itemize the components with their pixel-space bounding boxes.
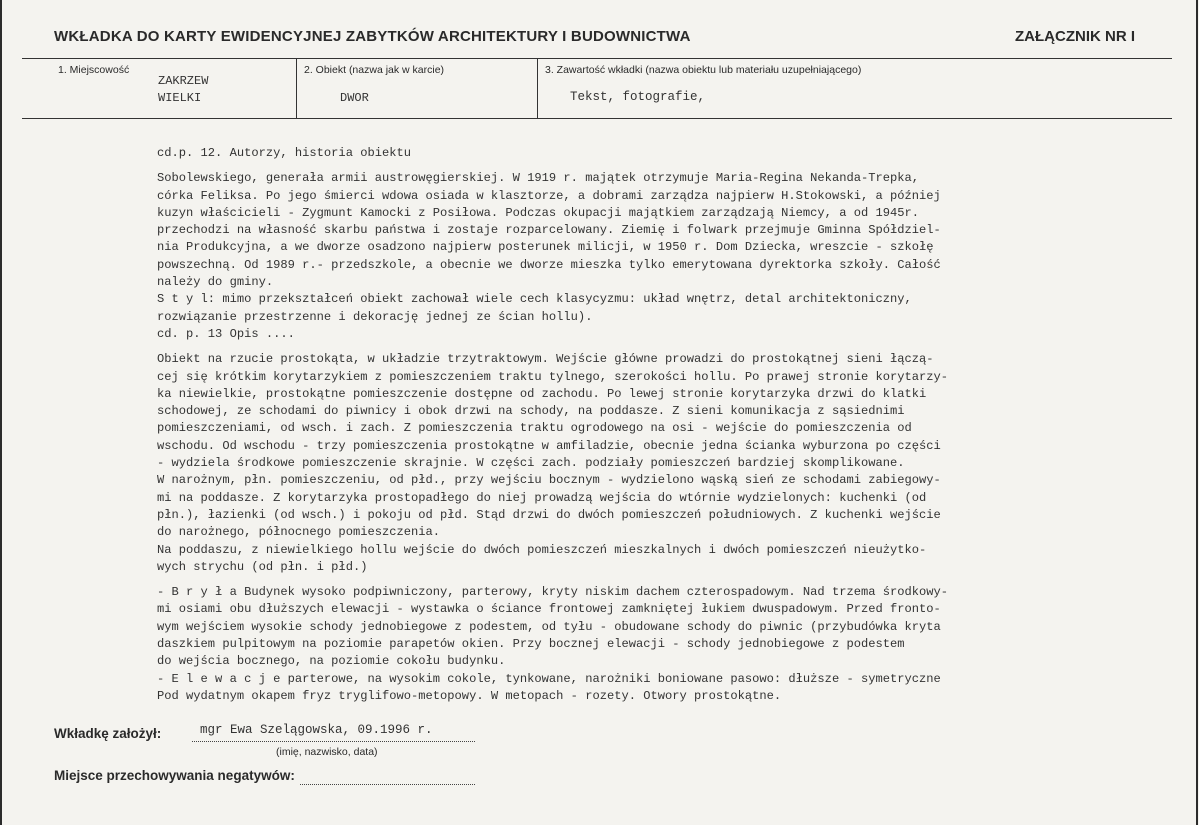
body-line: S t y l: mimo przekształceń obiekt zachował wiele cech klasycyzmu: układ wnętrz, detal architektoniczny, <box>157 292 912 307</box>
author-label: Wkładkę założył: <box>54 726 162 741</box>
body-line: Na poddaszu, z niewielkiego hollu wejście do dwóch pomieszczeń mieszkalnych i dwóch pomieszczeń nieużytko- <box>157 542 927 557</box>
body-line: daszkiem pulpitowym na poziomie parapetów okien. Przy bocznej elewacji - schody jednobiegowe z podestem <box>157 637 905 652</box>
author-hint: (imię, nazwisko, data) <box>276 746 378 758</box>
body-text <box>157 145 1057 705</box>
body-line: wschodu. Od wschodu - trzy pomieszczenia prostokątne w amfiladzie, obecnie jedna ścianka wyburzona po części <box>157 438 941 453</box>
body-line: Pod wydatnym okapem fryz tryglifowo-metopowy. W metopach - rozety. Otwory prostokątne. <box>157 688 782 703</box>
locality-value-line2: WIELKI <box>158 91 202 105</box>
body-line: należy do gminy. <box>157 275 274 290</box>
body-line: Obiekt na rzucie prostokąta, w układzie trzytraktowym. Wejście główne prowadzi do prostokątnej sieni łączą- <box>157 352 934 367</box>
body-line: córka Feliksa. Po jego śmierci wdowa osiada w klasztorze, a dobrami zarządza najpierw H.Stokowski, a później <box>157 188 941 203</box>
body-line: cej się krótkim korytarzykiem z pomieszczeniem traktu tylnego, szerokości hollu. Po prawej stronie korytarzy- <box>157 369 949 384</box>
annex-label: ZAŁĄCZNIK NR I <box>1015 28 1135 45</box>
field-divider-2 <box>537 58 538 118</box>
form-title: WKŁADKA DO KARTY EWIDENCYJNEJ ZABYTKÓW ARCHITEKTURY I BUDOWNICTWA <box>54 28 691 45</box>
body-line: - B r y ł a Budynek wysoko podpiwniczony, parterowy, kryty niskim dachem czterospadowym. Nad trzema środkowy- <box>157 585 949 600</box>
body-line: W narożnym, płn. pomieszczeniu, od płd., przy wejściu bocznym - wydzielono wąską sień ze schodami zabiegowy- <box>157 473 941 488</box>
object-value: DWOR <box>340 91 369 105</box>
body-gap <box>157 343 1057 351</box>
contents-value: Tekst, fotografie, <box>570 90 706 104</box>
body-line: pomieszczeniami, od wsch. i zach. Z pomieszczenia traktu ogrodowego na osi - wejście do pomieszczenia od <box>157 421 912 436</box>
right-edge <box>1196 0 1198 825</box>
body-gap <box>157 162 1057 170</box>
body-gap <box>157 576 1057 584</box>
body-line: cd. p. 13 Opis .... <box>157 326 295 341</box>
author-value: mgr Ewa Szelągowska, 09.1996 r. <box>200 723 433 737</box>
body-line: ka niewielkie, prostokątne pomieszczenie dostępne od zachodu. Po lewej stronie korytarzyka drzwi do klatki <box>157 386 927 401</box>
body-line: mi osiami obu dłuższych elewacji - wystawka o ściance frontowej zamkniętej łukiem dwuspadowym. Przed fronto- <box>157 602 941 617</box>
body-line: przechodzi na własność skarbu państwa i zostaje rozparcelowany. Ziemię i folwark przejmuje Gminna Spółdziel- <box>157 223 941 238</box>
header-bottom-rule <box>22 118 1172 119</box>
body-line: powszechną. Od 1989 r.- przedszkole, a obecnie we dworze mieszka tylko emerytowana dyrektorka szkoły. Całość <box>157 257 941 272</box>
body-line: do wejścia bocznego, na poziomie cokołu budynku. <box>157 654 506 669</box>
left-edge <box>0 0 2 825</box>
object-label: 2. Obiekt (nazwa jak w karcie) <box>304 64 445 76</box>
body-line: wym wejściem wysokie schody jednobiegowe z podestem, od tyłu - obudowane schody do piwnic (przybudówka kryta <box>157 619 941 634</box>
locality-value-line1: ZAKRZEW <box>158 74 209 88</box>
body-line: cd.p. 12. Autorzy, historia obiektu <box>157 146 412 160</box>
author-dotted-line <box>192 741 475 742</box>
body-line: kuzyn właścicieli - Zygmunt Kamocki z Posiłowa. Podczas okupacji majątkiem zarządzają Niemcy, a od 1945r. <box>157 205 920 220</box>
body-line: - wydziela środkowe pomieszczenie skrajnie. W części zach. podziały pomieszczeń bardziej skomplikowane. <box>157 456 905 471</box>
body-line: rozwiązanie przestrzenne i dekorację jednej ze ścian hollu). <box>157 309 593 324</box>
contents-label: 3. Zawartość wkładki (nazwa obiektu lub materiału uzupełniającego) <box>545 64 862 76</box>
body-line: mi na poddasze. Z korytarzyka prostopadłego do niej prowadzą wejścia do wtórnie wydzielonych: kuchenki (od <box>157 490 927 505</box>
body-line: płn.), łazienki (od wsch.) i pokoju od płd. Stąd drzwi do dwóch pomieszczeń południowych. Z kuchenki wejście <box>157 507 941 522</box>
negatives-label: Miejsce przechowywania negatywów: <box>54 768 295 783</box>
body-line: wych strychu (od płn. i płd.) <box>157 559 368 574</box>
header-top-rule <box>22 58 1172 59</box>
body-line: - E l e w a c j e parterowe, na wysokim cokole, tynkowane, narożniki boniowane pasowo: dłuższe - symetryczne <box>157 671 941 686</box>
body-line: schodowej, ze schodami do piwnicy i obok drzwi na schody, na poddasze. Z sieni komunikacja z sąsiednimi <box>157 404 905 419</box>
body-line: nia Produkcyjna, a we dworze osadzono najpierw posterunek milicji, w 1950 r. Dom Dziecka, wreszcie - szkołę <box>157 240 934 255</box>
body-line: do narożnego, północnego pomieszczenia. <box>157 525 441 540</box>
locality-label: 1. Miejscowość <box>58 64 130 76</box>
negatives-dotted-line <box>300 784 475 785</box>
body-line: Sobolewskiego, generała armii austrowęgierskiej. W 1919 r. majątek otrzymuje Maria-Regina Nekanda-Trepka, <box>157 171 920 186</box>
field-divider-1 <box>296 58 297 118</box>
